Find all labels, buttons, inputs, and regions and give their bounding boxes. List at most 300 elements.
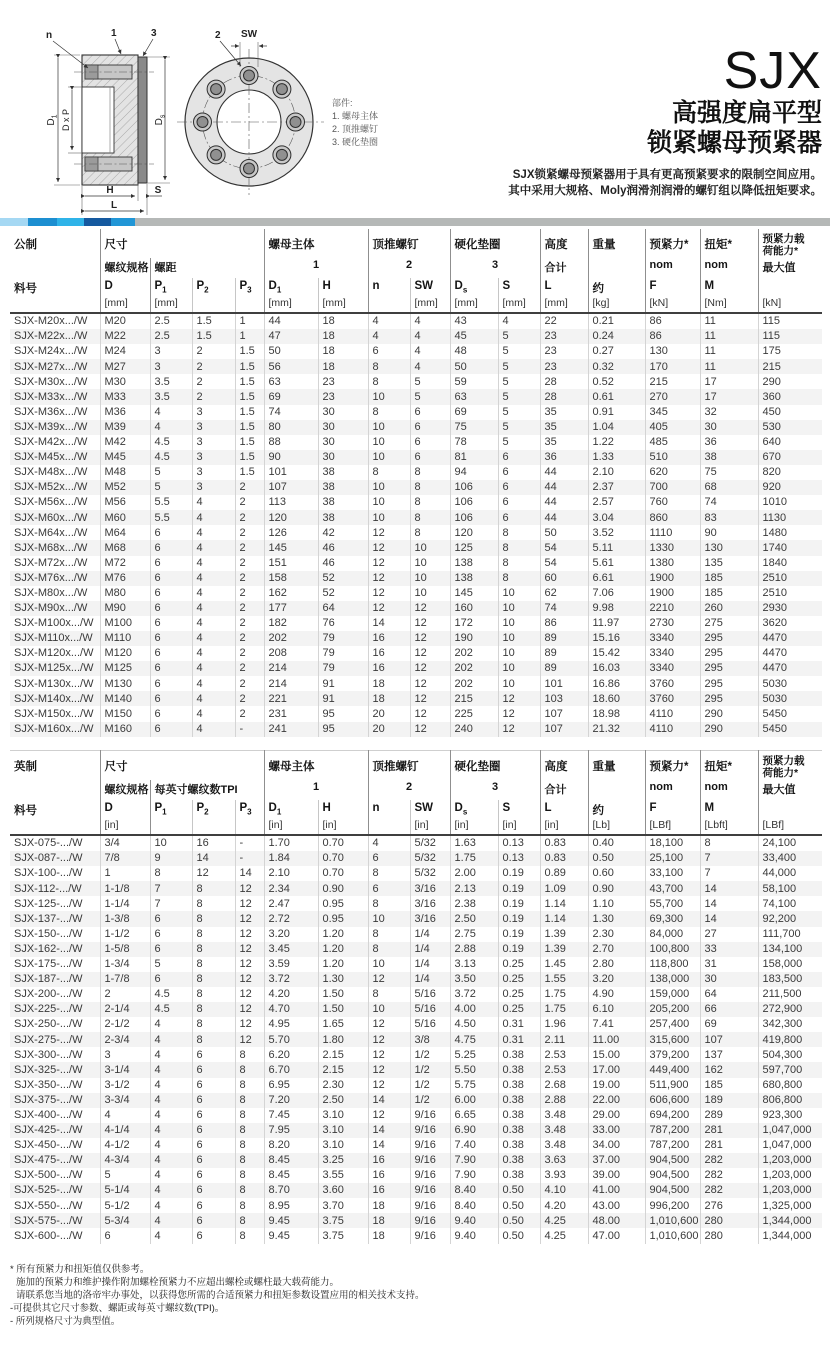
spec-cell: 38 — [318, 480, 368, 495]
spec-cell: 6 — [150, 556, 192, 571]
spec-cell: 4 — [192, 586, 235, 601]
spec-cell: 46 — [318, 556, 368, 571]
spec-cell: 55,700 — [645, 896, 700, 911]
column-symbol: F — [645, 278, 700, 297]
table-row — [10, 706, 822, 721]
spec-cell: 8.40 — [450, 1183, 498, 1198]
spec-cell: 12 — [192, 866, 235, 881]
column-symbol: L — [540, 278, 588, 297]
table-row — [10, 866, 822, 881]
subhead-thread-spec: 螺纹规格 — [100, 258, 150, 278]
spec-cell: 1.30 — [588, 911, 645, 926]
spec-cell: 8.45 — [264, 1168, 318, 1183]
spec-cell: 94 — [450, 465, 498, 480]
spec-cell: 0.83 — [540, 835, 588, 851]
spec-cell: 1.84 — [264, 851, 318, 866]
spec-cell: 2.70 — [588, 942, 645, 957]
spec-cell: 6 — [150, 525, 192, 540]
spec-cell: 8 — [410, 465, 450, 480]
spec-cell: 2 — [235, 676, 264, 691]
spec-cell: 106 — [450, 480, 498, 495]
spec-cell: 60 — [540, 571, 588, 586]
spec-cell: 84,000 — [645, 927, 700, 942]
spec-cell: 6 — [192, 1123, 235, 1138]
spec-cell: 90 — [264, 450, 318, 465]
spec-cell: 8 — [235, 1093, 264, 1108]
group-size: 尺寸 — [100, 229, 264, 258]
spec-cell: 1.63 — [450, 835, 498, 851]
accent-bar-segment — [28, 218, 57, 226]
spec-cell: 1 — [235, 329, 264, 344]
spec-cell: 44 — [264, 313, 318, 329]
spec-cell: 4.95 — [264, 1017, 318, 1032]
column-unit — [150, 819, 192, 835]
part-number: SJX-M76x.../W — [14, 571, 88, 584]
spec-cell: 44 — [540, 510, 588, 525]
spec-cell: 2930 — [758, 601, 822, 616]
part-number: SJX-162-.../W — [14, 942, 83, 955]
column-symbol: 约 — [588, 800, 645, 819]
spec-cell: 8 — [192, 957, 235, 972]
spec-cell: 36 — [700, 435, 758, 450]
table-row — [10, 601, 822, 616]
spec-cell: 2.53 — [540, 1062, 588, 1077]
spec-cell: 4110 — [645, 706, 700, 721]
table-row — [10, 1017, 822, 1032]
spec-cell: M125 — [100, 661, 150, 676]
table-row — [10, 911, 822, 926]
spec-cell: 8 — [235, 1228, 264, 1243]
spec-cell: 6 — [192, 1168, 235, 1183]
table-row — [10, 480, 822, 495]
spec-cell: 185 — [700, 586, 758, 601]
spec-cell: 44 — [540, 480, 588, 495]
spec-cell: 12 — [410, 676, 450, 691]
spec-cell: 3620 — [758, 616, 822, 631]
callout-2: 2 — [215, 30, 221, 41]
spec-cell: 18 — [318, 344, 368, 359]
spec-cell: 0.50 — [498, 1228, 540, 1243]
spec-cell: M52 — [100, 480, 150, 495]
threaded-bore — [82, 87, 114, 153]
spec-cell: 0.50 — [588, 851, 645, 866]
spec-cell: 1.10 — [588, 896, 645, 911]
spec-cell: 3.60 — [318, 1183, 368, 1198]
spec-cell: 211,500 — [758, 987, 822, 1002]
spec-cell: 45 — [450, 329, 498, 344]
spec-cell: 7.06 — [588, 586, 645, 601]
spec-cell: 68 — [700, 480, 758, 495]
spec-cell: - — [235, 851, 264, 866]
column-symbol: $P_2$ — [192, 800, 235, 819]
column-unit: [in] — [410, 819, 450, 835]
spec-cell: 0.38 — [498, 1078, 540, 1093]
spec-cell: 79 — [318, 631, 368, 646]
table-row — [10, 1228, 822, 1243]
spec-cell: 996,200 — [645, 1198, 700, 1213]
spec-cell: 89 — [540, 661, 588, 676]
spec-cell: 0.38 — [498, 1108, 540, 1123]
table-row — [10, 722, 822, 737]
spec-cell: 10 — [410, 586, 450, 601]
spec-cell: 14 — [368, 1123, 410, 1138]
column-symbol: M — [700, 278, 758, 297]
spec-cell: 0.50 — [498, 1213, 540, 1228]
part-number: SJX-250-.../W — [14, 1018, 83, 1031]
spec-cell: 820 — [758, 465, 822, 480]
spec-cell: 5 — [498, 389, 540, 404]
table-row — [10, 881, 822, 896]
spec-cell: 0.25 — [498, 957, 540, 972]
part-number: SJX-M27x.../W — [14, 360, 88, 373]
spec-cell: 4110 — [645, 722, 700, 737]
spec-cell: 1.80 — [318, 1032, 368, 1047]
spec-cell: 6.95 — [264, 1078, 318, 1093]
spec-cell: 1-1/8 — [100, 881, 150, 896]
spec-cell: 3.13 — [450, 957, 498, 972]
footnote-line: 施加的预紧力和维护操作附加螺栓预紧力不应超出螺栓或螺柱最大载荷能力。 — [16, 1277, 340, 1288]
part-number: SJX-137-.../W — [14, 912, 83, 925]
spec-cell: 3.48 — [540, 1108, 588, 1123]
spec-cell: 231 — [264, 706, 318, 721]
spec-cell: 3760 — [645, 676, 700, 691]
spec-cell: 5.11 — [588, 540, 645, 555]
part-number: SJX-M160x.../W — [14, 722, 94, 735]
spec-cell: 8 — [235, 1213, 264, 1228]
spec-cell: 1010 — [758, 495, 822, 510]
spec-cell: 0.27 — [588, 344, 645, 359]
spec-cell: 17 — [700, 374, 758, 389]
part-number: SJX-M68x.../W — [14, 541, 88, 554]
column-unit — [235, 819, 264, 835]
spec-cell: M64 — [100, 525, 150, 540]
spec-cell: 0.25 — [498, 987, 540, 1002]
spec-cell: 1.75 — [450, 851, 498, 866]
group-washer: 硬化垫圈 — [450, 751, 540, 781]
spec-cell: 107 — [540, 722, 588, 737]
spec-cell: 3.70 — [318, 1198, 368, 1213]
spec-cell: 5 — [498, 435, 540, 450]
group-preload: 预紧力* — [645, 751, 700, 781]
spec-cell: 9.45 — [264, 1228, 318, 1243]
table-row — [10, 359, 822, 374]
spec-cell: 806,800 — [758, 1093, 822, 1108]
spec-cell: 6 — [368, 881, 410, 896]
spec-cell: 282 — [700, 1183, 758, 1198]
table-row — [10, 313, 822, 329]
spec-cell: 0.70 — [318, 835, 368, 851]
spec-cell: 4 — [192, 601, 235, 616]
spec-cell: 5 — [498, 420, 540, 435]
part-number: SJX-M72x.../W — [14, 556, 88, 569]
spec-cell: 12 — [410, 691, 450, 706]
spec-cell: 3 — [192, 450, 235, 465]
spec-cell: 6 — [192, 1198, 235, 1213]
spec-cell: 6 — [150, 706, 192, 721]
subhead-total: 合计 — [540, 258, 588, 278]
spec-cell: 7 — [700, 866, 758, 881]
spec-cell: 3.75 — [318, 1213, 368, 1228]
spec-cell: 6 — [368, 851, 410, 866]
part-number: SJX-M36x.../W — [14, 405, 88, 418]
table-row — [10, 389, 822, 404]
column-unit — [368, 297, 410, 313]
spec-cell: 158 — [264, 571, 318, 586]
spec-cell: 0.70 — [318, 851, 368, 866]
spec-cell: 6 — [498, 465, 540, 480]
spec-cell: 15.42 — [588, 646, 645, 661]
spec-cell: 10 — [498, 631, 540, 646]
spec-cell: 8 — [368, 359, 410, 374]
spec-cell: 10 — [498, 676, 540, 691]
part-number: SJX-M80x.../W — [14, 586, 88, 599]
spec-cell: 0.38 — [498, 1062, 540, 1077]
spec-cell: 137 — [700, 1047, 758, 1062]
spec-cell: 1,325,000 — [758, 1198, 822, 1213]
spec-cell: 3.72 — [450, 987, 498, 1002]
spec-cell: 16 — [368, 1183, 410, 1198]
dim-label-s: S — [154, 185, 162, 196]
spec-cell: 1-1/4 — [100, 896, 150, 911]
spec-cell: 8 — [150, 866, 192, 881]
spec-cell: 18 — [318, 359, 368, 374]
spec-cell: 3340 — [645, 631, 700, 646]
spec-cell: 3.55 — [318, 1168, 368, 1183]
spec-cell: 2 — [235, 706, 264, 721]
spec-cell: 145 — [450, 586, 498, 601]
spec-cell: 10 — [368, 510, 410, 525]
spec-cell: 12 — [498, 722, 540, 737]
spec-cell: 606,600 — [645, 1093, 700, 1108]
spec-cell: 6 — [192, 1062, 235, 1077]
spec-cell: 30 — [318, 450, 368, 465]
part-number: SJX-187-.../W — [14, 973, 83, 986]
spec-cell: 504,300 — [758, 1047, 822, 1062]
spec-cell: 4 — [150, 1078, 192, 1093]
part-number: SJX-M140x.../W — [14, 692, 94, 705]
spec-cell: 118,800 — [645, 957, 700, 972]
spec-cell: 52 — [318, 586, 368, 601]
spec-cell: 4.20 — [540, 1198, 588, 1213]
spec-cell: 1,344,000 — [758, 1228, 822, 1243]
part-number: SJX-225-.../W — [14, 1003, 83, 1016]
spec-cell: M56 — [100, 495, 150, 510]
spec-cell: 2 — [235, 601, 264, 616]
spec-cell: 3.72 — [264, 972, 318, 987]
spec-cell: 6 — [498, 480, 540, 495]
spec-cell: 36 — [540, 450, 588, 465]
part-number: SJX-500-.../W — [14, 1169, 83, 1182]
spec-cell: 16 — [368, 1153, 410, 1168]
part-number: SJX-350-.../W — [14, 1078, 83, 1091]
product-description-line2: 其中采用大规格、Moly润滑剂润滑的螺钉组以降低扭矩要求。 — [508, 185, 822, 197]
spec-cell: 2.75 — [450, 927, 498, 942]
part-number: SJX-175-.../W — [14, 958, 83, 971]
spec-cell: 54 — [540, 556, 588, 571]
spec-cell: 11.00 — [588, 1032, 645, 1047]
spec-cell: 2.50 — [450, 911, 498, 926]
group-height: 高度 — [540, 751, 588, 781]
spec-cell: 3.59 — [264, 957, 318, 972]
spec-cell: 6 — [410, 435, 450, 450]
spec-cell: 7 — [150, 896, 192, 911]
column-symbol: S — [498, 278, 540, 297]
spec-cell: 8 — [235, 1108, 264, 1123]
spec-cell: 8 — [192, 881, 235, 896]
spec-cell: 2 — [192, 359, 235, 374]
spec-cell: 0.38 — [498, 1153, 540, 1168]
spec-cell: M90 — [100, 601, 150, 616]
part-number: SJX-550-.../W — [14, 1199, 83, 1212]
spec-cell: 4 — [100, 1108, 150, 1123]
spec-cell: 0.19 — [498, 911, 540, 926]
spec-cell: 0.38 — [498, 1138, 540, 1153]
spec-cell: 23 — [540, 344, 588, 359]
table-row — [10, 987, 822, 1002]
spec-cell: 130 — [645, 344, 700, 359]
column-symbol: 约 — [588, 278, 645, 297]
part-number: SJX-M20x.../W — [14, 315, 88, 328]
column-unit: [in] — [264, 819, 318, 835]
part-number: SJX-M45x.../W — [14, 451, 88, 464]
spec-cell: 904,500 — [645, 1183, 700, 1198]
spec-cell: 8.40 — [450, 1198, 498, 1213]
spec-cell: 3/4 — [100, 835, 150, 851]
spec-cell: 4 — [150, 1123, 192, 1138]
spec-cell: 16 — [368, 661, 410, 676]
spec-cell: 134,100 — [758, 942, 822, 957]
table-row — [10, 646, 822, 661]
spec-cell: 4.25 — [540, 1213, 588, 1228]
spec-cell: 0.38 — [498, 1047, 540, 1062]
spec-cell: 6 — [150, 942, 192, 957]
spec-cell: 9 — [150, 851, 192, 866]
spec-cell: 24,100 — [758, 835, 822, 851]
part-number: SJX-400-.../W — [14, 1108, 83, 1121]
spec-cell: 25,100 — [645, 851, 700, 866]
spec-cell: 12 — [410, 616, 450, 631]
spec-cell: 0.31 — [498, 1032, 540, 1047]
spec-cell: 6 — [150, 691, 192, 706]
spec-cell: 4.5 — [150, 1002, 192, 1017]
spec-cell: 295 — [700, 631, 758, 646]
spec-cell: M68 — [100, 540, 150, 555]
spec-cell: 6 — [150, 571, 192, 586]
table-row — [10, 420, 822, 435]
callout-n: n — [46, 30, 53, 41]
part-number: SJX-125-.../W — [14, 897, 83, 910]
spec-cell: 1.04 — [588, 420, 645, 435]
spec-cell: 8 — [192, 1002, 235, 1017]
spec-cell: 2210 — [645, 601, 700, 616]
spec-cell: 2.30 — [588, 927, 645, 942]
spec-cell: 0.83 — [540, 851, 588, 866]
spec-cell: 18,100 — [645, 835, 700, 851]
spec-cell: 11 — [700, 344, 758, 359]
spec-cell: 11.97 — [588, 616, 645, 631]
table-row — [10, 435, 822, 450]
dim-label-d1: $D_1$ — [46, 114, 59, 126]
spec-cell: 50 — [540, 525, 588, 540]
spec-cell: 8 — [410, 510, 450, 525]
spec-cell: 3-1/2 — [100, 1078, 150, 1093]
spec-cell: 5 — [498, 329, 540, 344]
spec-cell: 9/16 — [410, 1213, 450, 1228]
spec-cell: 63 — [264, 374, 318, 389]
spec-cell: 4 — [410, 359, 450, 374]
spec-cell: 106 — [450, 510, 498, 525]
spec-cell: 923,300 — [758, 1108, 822, 1123]
spec-cell: 5/16 — [410, 987, 450, 1002]
spec-cell: 6 — [150, 646, 192, 661]
spec-cell: 10 — [368, 420, 410, 435]
table-row — [10, 631, 822, 646]
spec-cell: 202 — [450, 676, 498, 691]
spec-cell: 2.10 — [588, 465, 645, 480]
spec-cell: 19.00 — [588, 1078, 645, 1093]
spec-cell: 3.20 — [264, 927, 318, 942]
spec-cell: 5/16 — [410, 1002, 450, 1017]
metric-spec-table — [10, 229, 822, 737]
spec-cell: 21.32 — [588, 722, 645, 737]
spec-cell: 1.5 — [192, 313, 235, 329]
spec-cell: 3.20 — [588, 972, 645, 987]
spec-cell: 12 — [235, 942, 264, 957]
spec-cell: 1.39 — [540, 942, 588, 957]
spec-cell: 74 — [264, 405, 318, 420]
spec-cell: M39 — [100, 420, 150, 435]
spec-cell: 8 — [368, 374, 410, 389]
spec-cell: 1.14 — [540, 896, 588, 911]
spec-cell: 0.50 — [498, 1198, 540, 1213]
spec-cell: 4 — [150, 1093, 192, 1108]
spec-cell: 9/16 — [410, 1108, 450, 1123]
spec-cell: 42 — [318, 525, 368, 540]
spec-cell: 10 — [498, 661, 540, 676]
part-number: SJX-M90x.../W — [14, 602, 88, 615]
spec-cell: 8 — [368, 896, 410, 911]
spec-cell: 10 — [498, 601, 540, 616]
spec-cell: M42 — [100, 435, 150, 450]
table-row — [10, 972, 822, 987]
spec-cell: 28 — [540, 389, 588, 404]
spec-cell: 8 — [368, 942, 410, 957]
spec-cell: 5450 — [758, 706, 822, 721]
spec-cell: 12 — [410, 722, 450, 737]
spec-cell: 91 — [318, 691, 368, 706]
spec-cell: 12 — [368, 1108, 410, 1123]
spec-cell: 4 — [150, 405, 192, 420]
column-symbol: n — [368, 800, 410, 819]
spec-cell: 0.25 — [498, 972, 540, 987]
spec-cell: 1.5 — [235, 359, 264, 374]
spec-cell: 3.48 — [540, 1138, 588, 1153]
spec-cell: 12 — [235, 1002, 264, 1017]
spec-cell: 7.41 — [588, 1017, 645, 1032]
spec-cell: 89 — [540, 646, 588, 661]
spec-cell: 260 — [700, 601, 758, 616]
spec-cell: 14 — [700, 881, 758, 896]
spec-cell: 295 — [700, 691, 758, 706]
spec-cell: 18 — [368, 691, 410, 706]
spec-cell: 202 — [450, 646, 498, 661]
spec-cell: 79 — [318, 646, 368, 661]
spec-cell: 38 — [700, 450, 758, 465]
spec-cell: 12 — [368, 972, 410, 987]
column-symbol: $D_s$ — [450, 800, 498, 819]
spec-cell: 23 — [540, 359, 588, 374]
spec-cell: 76 — [318, 616, 368, 631]
